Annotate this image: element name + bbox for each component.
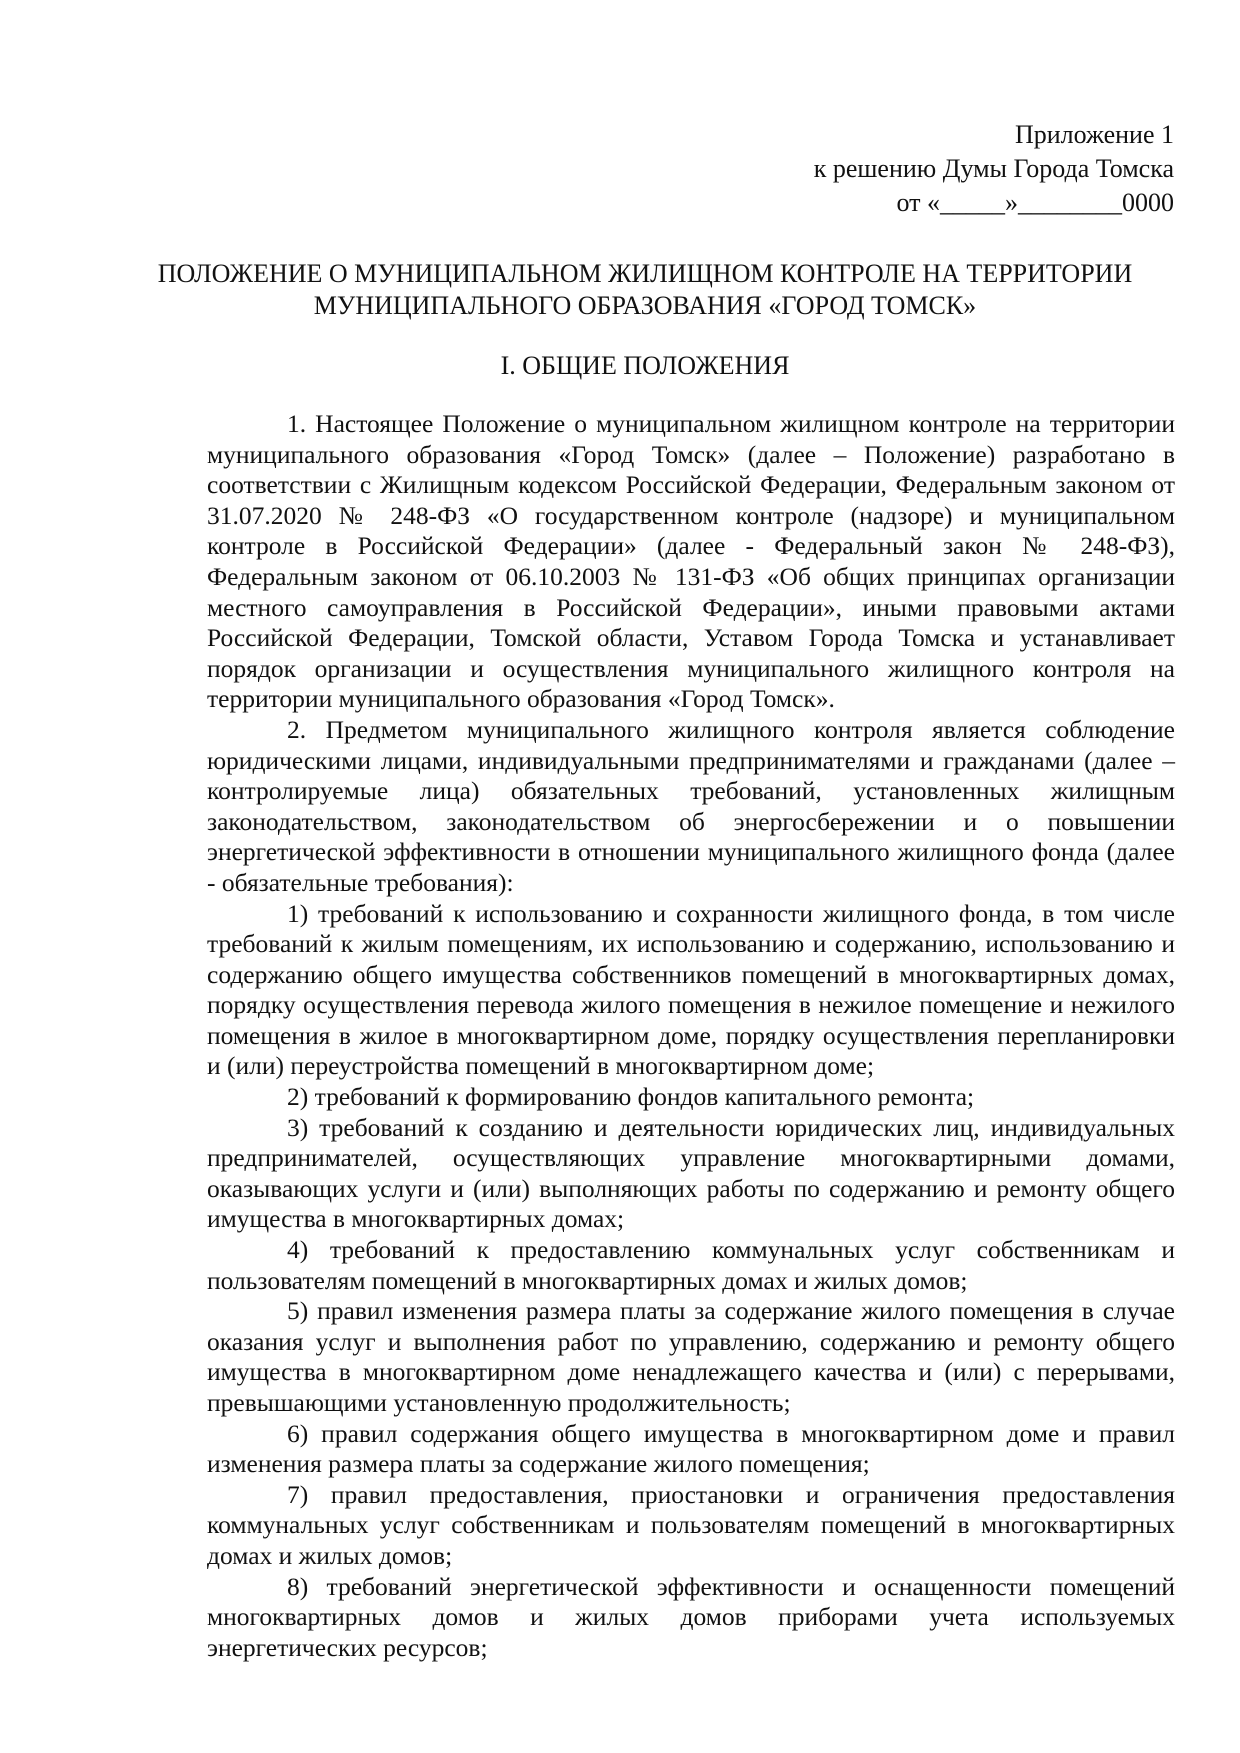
list-item-6: 6) правил содержания общего имущества в многоквартирном доме и правил изменения размера платы за содержание жилого помещения; — [207, 1418, 1175, 1479]
annex-date: от «_____»________0000 — [896, 188, 1174, 217]
document-body — [207, 409, 1175, 1663]
section-heading: I. ОБЩИЕ ПОЛОЖЕНИЯ — [500, 351, 790, 380]
paragraph-1: 1. Настоящее Положение о муниципальном жилищном контроле на территории муниципального образования «Город Томск» (далее – Положение) разработано в соответствии с Жилищным кодексом Российской Федерации, Федеральным законом от 31.07.2020 № 248-ФЗ «О государственном контроле (надзоре) и муниципальном контроле в Российской Федерации» (далее - Федеральный закон № 248-ФЗ), Федеральным законом от 06.10.2003 № 131-ФЗ «Об общих принципах организации местного самоуправления в Российской Федерации», иными правовыми актами Российской Федерации, Томской области, Уставом Города Томска и устанавливает порядок организации и осуществления муниципального жилищного контроля на территории муниципального образования «Город Томск». — [207, 409, 1175, 714]
title-line-2: МУНИЦИПАЛЬНОГО ОБРАЗОВАНИЯ «ГОРОД ТОМСК» — [313, 291, 977, 320]
list-item-5: 5) правил изменения размера платы за содержание жилого помещения в случае оказания услуг и выполнения работ по управлению, содержанию и ремонту общего имущества в многоквартирном доме ненадлежащего качества и (или) с перерывами, превышающими установленную продолжительность; — [207, 1296, 1175, 1417]
list-item-2: 2) требований к формированию фондов капитального ремонта; — [287, 1082, 975, 1112]
list-item-7: 7) правил предоставления, приостановки и ограничения предоставления коммунальных услуг собственникам и пользователям помещений в многоквартирных домах и жилых домов; — [207, 1479, 1175, 1570]
annex-decision-ref: к решению Думы Города Томска — [813, 154, 1174, 183]
document-title — [150, 258, 1140, 322]
list-item-4: 4) требований к предоставлению коммунальных услуг собственникам и пользователям помещений в многоквартирных домах и жилых домов; — [207, 1235, 1175, 1295]
title-line-1: ПОЛОЖЕНИЕ О МУНИЦИПАЛЬНОМ ЖИЛИЩНОМ КОНТРОЛЕ НА ТЕРРИТОРИИ — [157, 259, 1133, 288]
paragraph-2: 2. Предметом муниципального жилищного контроля является соблюдение юридическими лицами, индивидуальными предпринимателями и гражданами (далее – контролируемые лица) обязательных требований, установленных жилищным законодательством, законодательством об энергосбережении и о повышении энергетической эффективности в отношении муниципального жилищного фонда (далее - обязательные требования): — [207, 714, 1175, 897]
annex-block — [814, 118, 1174, 220]
annex-number: Приложение 1 — [1014, 120, 1174, 149]
list-item-1: 1) требований к использованию и сохранности жилищного фонда, в том числе требований к жилым помещениям, их использованию и содержанию, использованию и содержанию общего имущества собственников помещений в многоквартирных домах, порядку осуществления перевода жилого помещения в нежилое помещение и нежилого помещения в жилое в многоквартирном доме, порядку осуществления перепланировки и (или) переустройства помещений в многоквартирном доме; — [207, 898, 1175, 1081]
list-item-8: 8) требований энергетической эффективности и оснащенности помещений многоквартирных домов и жилых домов приборами учета используемых энергетических ресурсов; — [207, 1571, 1175, 1662]
list-item-3: 3) требований к созданию и деятельности юридических лиц, индивидуальных предпринимателей, осуществляющих управление многоквартирными домами, оказывающих услуги и (или) выполняющих работы по содержанию и ремонту общего имущества в многоквартирных домах; — [207, 1112, 1175, 1234]
